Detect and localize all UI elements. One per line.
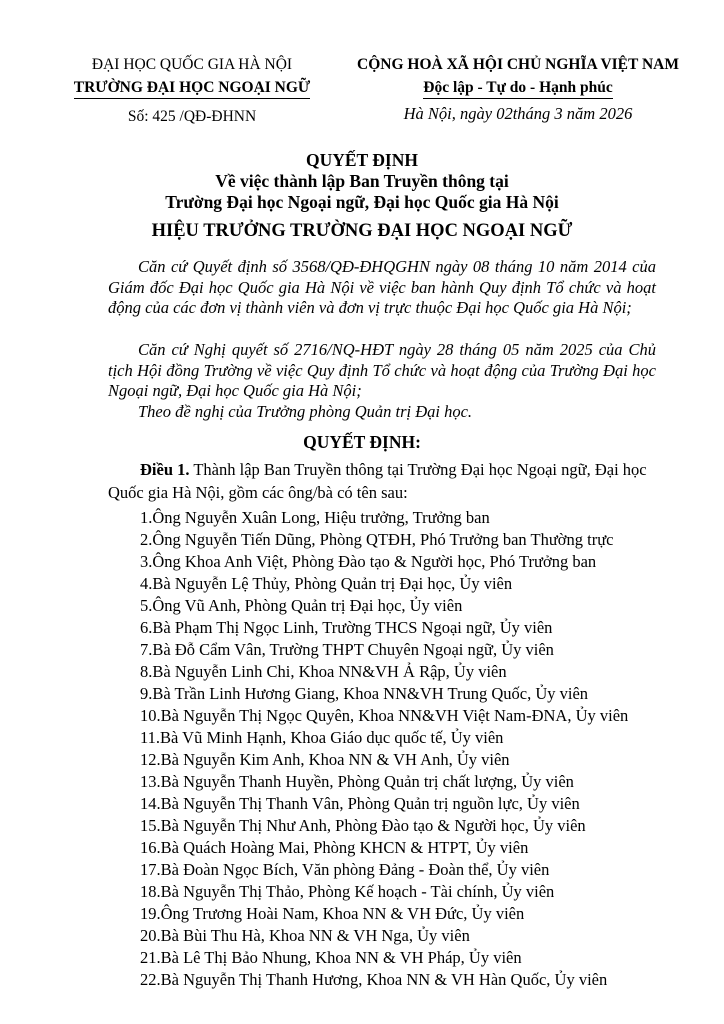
doc-number: Số: 425 /QĐ-ĐHNN (127, 108, 257, 125)
proposal: Theo đề nghị của Trưởng phòng Quản trị Đại học. (138, 402, 473, 421)
member-item: 20.Bà Bùi Thu Hà, Khoa NN & VH Nga, Ủy viên (140, 926, 470, 945)
member-item: 9.Bà Trần Linh Hương Giang, Khoa NN&VH Trung Quốc, Ủy viên (140, 684, 589, 703)
article-1-text-1: Thành lập Ban Truyền thông tại Trường Đại học Ngoại ngữ, Đại học (189, 460, 647, 479)
member-item: 22.Bà Nguyễn Thị Thanh Hương, Khoa NN & VH Hàn Quốc, Ủy viên (140, 970, 608, 989)
member-item: 2.Ông Nguyễn Tiến Dũng, Phòng QTĐH, Phó Trưởng ban Thường trực (140, 530, 614, 549)
member-item: 17.Bà Đoàn Ngọc Bích, Văn phòng Đảng - Đoàn thể, Ủy viên (140, 860, 550, 879)
member-item: 14.Bà Nguyễn Thị Thanh Vân, Phòng Quản trị nguồn lực, Ủy viên (140, 794, 580, 813)
org-parent: ĐẠI HỌC QUỐC GIA HÀ NỘI (91, 56, 293, 73)
place-date: Hà Nội, ngày 02tháng 3 năm 2026 (403, 104, 633, 123)
member-item: 19.Ông Trương Hoài Nam, Khoa NN & VH Đức, Ủy viên (140, 904, 525, 923)
member-item: 5.Ông Vũ Anh, Phòng Quản trị Đại học, Ủy viên (140, 596, 463, 615)
decision-heading: QUYẾT ĐỊNH: (303, 432, 421, 452)
article-1-line-2: Quốc gia Hà Nội, gồm các ông/bà có tên sau: (108, 483, 408, 502)
basis-1: Căn cứ Quyết định số 3568/QĐ-ĐHQGHN ngày 08 tháng 10 năm 2014 của Giám đốc Đại học Quốc gia Hà Nội về việc ban hành Quy định Tổ chức và hoạt động của các đơn vị thành viên và đơn vị trực thuộc Đại học Quốc gia Hà Nội; (108, 257, 656, 317)
org-name-text: TRƯỜNG ĐẠI HỌC NGOẠI NGỮ (74, 79, 311, 99)
article-1-line-1 (140, 460, 647, 480)
basis-2: Căn cứ Nghị quyết số 2716/NQ-HĐT ngày 28 tháng 05 năm 2025 của Chủ tịch Hội đồng Trường về việc Quy định Tổ chức và hoạt động của Trường Đại học Ngoại ngữ, Đại học Quốc gia Hà Nội; (108, 340, 656, 400)
member-item: 6.Bà Phạm Thị Ngọc Linh, Trường THCS Ngoại ngữ, Ủy viên (140, 618, 553, 637)
subject-line-2: Trường Đại học Ngoại ngữ, Đại học Quốc gia Hà Nội (165, 192, 559, 212)
member-item: 18.Bà Nguyễn Thị Thảo, Phòng Kế hoạch - Tài chính, Ủy viên (140, 882, 555, 901)
decision-title: QUYẾT ĐỊNH (306, 150, 418, 170)
member-item: 21.Bà Lê Thị Bảo Nhung, Khoa NN & VH Pháp, Ủy viên (140, 948, 522, 967)
member-item: 10.Bà Nguyễn Thị Ngọc Quyên, Khoa NN&VH Việt Nam-ĐNA, Ủy viên (140, 706, 629, 725)
authority-title: HIỆU TRƯỞNG TRƯỜNG ĐẠI HỌC NGOẠI NGỮ (151, 221, 573, 241)
member-item: 3.Ông Khoa Anh Việt, Phòng Đào tạo & Người học, Phó Trưởng ban (140, 552, 597, 571)
motto (330, 79, 706, 99)
member-item: 11.Bà Vũ Minh Hạnh, Khoa Giáo dục quốc tế, Ủy viên (140, 728, 504, 747)
member-item: 4.Bà Nguyễn Lệ Thủy, Phòng Quản trị Đại học, Ủy viên (140, 574, 513, 593)
member-item: 12.Bà Nguyễn Kim Anh, Khoa NN & VH Anh, Ủy viên (140, 750, 510, 769)
org-name (58, 79, 326, 99)
member-item: 13.Bà Nguyễn Thanh Huyền, Phòng Quản trị chất lượng, Ủy viên (140, 772, 574, 791)
member-item: 1.Ông Nguyễn Xuân Long, Hiệu trưởng, Trưởng ban (140, 508, 490, 527)
country-name: CỘNG HOÀ XÃ HỘI CHỦ NGHĨA VIỆT NAM (357, 56, 679, 73)
member-item: 7.Bà Đỗ Cẩm Vân, Trường THPT Chuyên Ngoại ngữ, Ủy viên (140, 640, 554, 659)
member-item: 8.Bà Nguyễn Linh Chi, Khoa NN&VH Ả Rập, Ủy viên (140, 662, 507, 681)
member-item: 16.Bà Quách Hoàng Mai, Phòng KHCN & HTPT, Ủy viên (140, 838, 529, 857)
motto-text: Độc lập - Tự do - Hạnh phúc (423, 79, 612, 99)
subject-line-1: Về việc thành lập Ban Truyền thông tại (215, 171, 509, 191)
article-1-label: Điều 1. (140, 460, 190, 479)
member-item: 15.Bà Nguyễn Thị Như Anh, Phòng Đào tạo & Người học, Ủy viên (140, 816, 586, 835)
